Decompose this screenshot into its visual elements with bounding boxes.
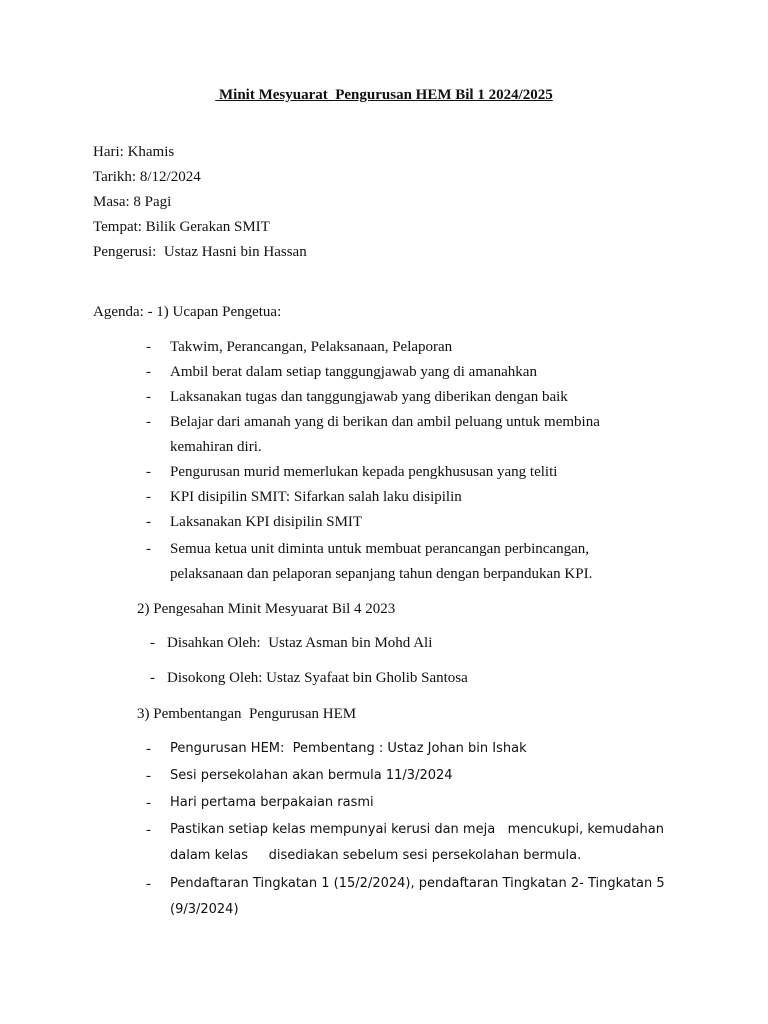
- agenda-3-item-continuation: dalam kelas disediakan sebelum sesi persekolahan bermula.: [170, 848, 582, 863]
- bullet-dash: -: [146, 414, 151, 430]
- agenda-2-item: Disahkan Oleh: Ustaz Asman bin Mohd Ali: [167, 635, 433, 651]
- agenda-3-item: Hari pertama berpakaian rasmi: [170, 795, 374, 810]
- detail-pengerusi: Pengerusi: Ustaz Hasni bin Hassan: [93, 244, 307, 260]
- bullet-dash: -: [146, 489, 151, 505]
- agenda-1-item: Ambil berat dalam setiap tanggungjawab yang di amanahkan: [170, 364, 537, 380]
- bullet-dash: -: [146, 876, 151, 892]
- bullet-dash: -: [146, 464, 151, 480]
- agenda-1-item: Laksanakan tugas dan tanggungjawab yang diberikan dengan baik: [170, 389, 568, 405]
- agenda-heading-3: 3) Pembentangan Pengurusan HEM: [137, 706, 357, 722]
- bullet-dash: -: [146, 339, 151, 355]
- bullet-dash: -: [146, 541, 151, 557]
- agenda-1-item-continuation: pelaksanaan dan pelaporan sepanjang tahun dengan berpandukan KPI.: [170, 566, 593, 582]
- bullet-dash: -: [146, 389, 151, 405]
- agenda-3-item: Pastikan setiap kelas mempunyai kerusi dan meja mencukupi, kemudahan: [170, 822, 664, 837]
- agenda-3-item: Pengurusan HEM: Pembentang : Ustaz Johan bin Ishak: [170, 741, 527, 756]
- agenda-3-item-continuation: (9/3/2024): [170, 902, 239, 917]
- agenda-1-item: Belajar dari amanah yang di berikan dan ambil peluang untuk membina: [170, 414, 600, 430]
- bullet-dash: -: [146, 514, 151, 530]
- agenda-1-item: Semua ketua unit diminta untuk membuat perancangan perbincangan,: [170, 541, 590, 557]
- agenda-1-item: KPI disipilin SMIT: Sifarkan salah laku disipilin: [170, 489, 462, 505]
- agenda-3-item: Pendaftaran Tingkatan 1 (15/2/2024), pendaftaran Tingkatan 2- Tingkatan 5: [170, 876, 665, 891]
- bullet-dash: -: [146, 364, 151, 380]
- detail-tarikh: Tarikh: 8/12/2024: [93, 169, 201, 185]
- document-title: Minit Mesyuarat Pengurusan HEM Bil 1 2024/2025: [215, 87, 553, 103]
- detail-hari: Hari: Khamis: [93, 144, 175, 160]
- detail-tempat: Tempat: Bilik Gerakan SMIT: [93, 219, 270, 235]
- bullet-dash: -: [146, 768, 151, 784]
- agenda-heading-1: Agenda: - 1) Ucapan Pengetua:: [93, 304, 282, 320]
- bullet-dash: -: [150, 670, 155, 686]
- agenda-3-item: Sesi persekolahan akan bermula 11/3/2024: [170, 768, 453, 783]
- bullet-dash: -: [146, 795, 151, 811]
- agenda-1-item: Takwim, Perancangan, Pelaksanaan, Pelaporan: [170, 339, 453, 355]
- bullet-dash: -: [150, 635, 155, 651]
- agenda-2-item: Disokong Oleh: Ustaz Syafaat bin Gholib Santosa: [167, 670, 468, 686]
- agenda-1-item-continuation: kemahiran diri.: [170, 439, 262, 455]
- bullet-dash: -: [146, 822, 151, 838]
- agenda-1-item: Laksanakan KPI disipilin SMIT: [170, 514, 363, 530]
- detail-masa: Masa: 8 Pagi: [93, 194, 172, 210]
- agenda-1-item: Pengurusan murid memerlukan kepada pengkhususan yang teliti: [170, 464, 558, 480]
- agenda-heading-2: 2) Pengesahan Minit Mesyuarat Bil 4 2023: [137, 601, 396, 617]
- bullet-dash: -: [146, 741, 151, 757]
